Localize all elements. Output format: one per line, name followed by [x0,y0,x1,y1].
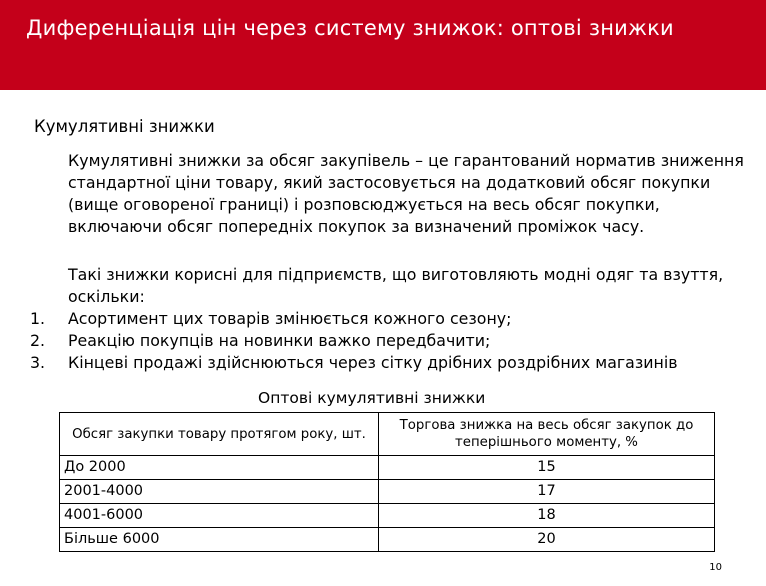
list-item-number: 3. [30,353,46,372]
table-header-row [60,413,715,456]
table-row [60,480,715,504]
table-row [60,528,715,552]
table-row [60,504,715,528]
list-item [30,352,750,374]
intro-paragraph: Такі знижки корисні для підприємств, що виготовляють модні одяг та взуття, оскільки: [68,265,724,306]
page-number: 10 [709,562,722,573]
volume-cell: Більше 6000 [60,528,379,552]
list-item-text: Реакцію покупців на новинки важко передбачити; [68,331,491,350]
section-subtitle: Кумулятивні знижки [34,117,215,136]
list-item-text: Кінцеві продажі здійснюються через сітку дрібних роздрібних магазинів [68,353,678,372]
list-item [30,308,750,330]
list-item-number: 2. [30,331,46,350]
list-item-text: Асортимент цих товарів змінюється кожного сезону; [68,309,512,328]
discount-cell: 15 [379,456,715,480]
slide-title: Диференціація цін через систему знижок: оптові знижки [26,16,674,40]
discount-cell: 18 [379,504,715,528]
table-row [60,456,715,480]
reasons-list [30,308,750,374]
volume-cell: 4001-6000 [60,504,379,528]
discount-table [59,412,715,552]
list-item [30,330,750,352]
discount-cell: 20 [379,528,715,552]
slide-header [0,0,766,90]
list-item-number: 1. [30,309,46,328]
discount-cell: 17 [379,480,715,504]
volume-cell: 2001-4000 [60,480,379,504]
column-header-volume: Обсяг закупки товару протягом року, шт. [60,413,379,456]
table-title: Оптові кумулятивні знижки [258,389,486,407]
volume-cell: До 2000 [60,456,379,480]
column-header-discount: Торгова знижка на весь обсяг закупок до теперішнього моменту, % [379,413,715,456]
definition-paragraph: Кумулятивні знижки за обсяг закупівель – це гарантований норматив зниження стандартної ціни товару, який застосовується на додатковий обсяг покупки (вище оговореної границі) і розповсюджується на весь обсяг покупки, включаючи обсяг попередніх покупок за визначений проміжок часу. [68,151,744,236]
